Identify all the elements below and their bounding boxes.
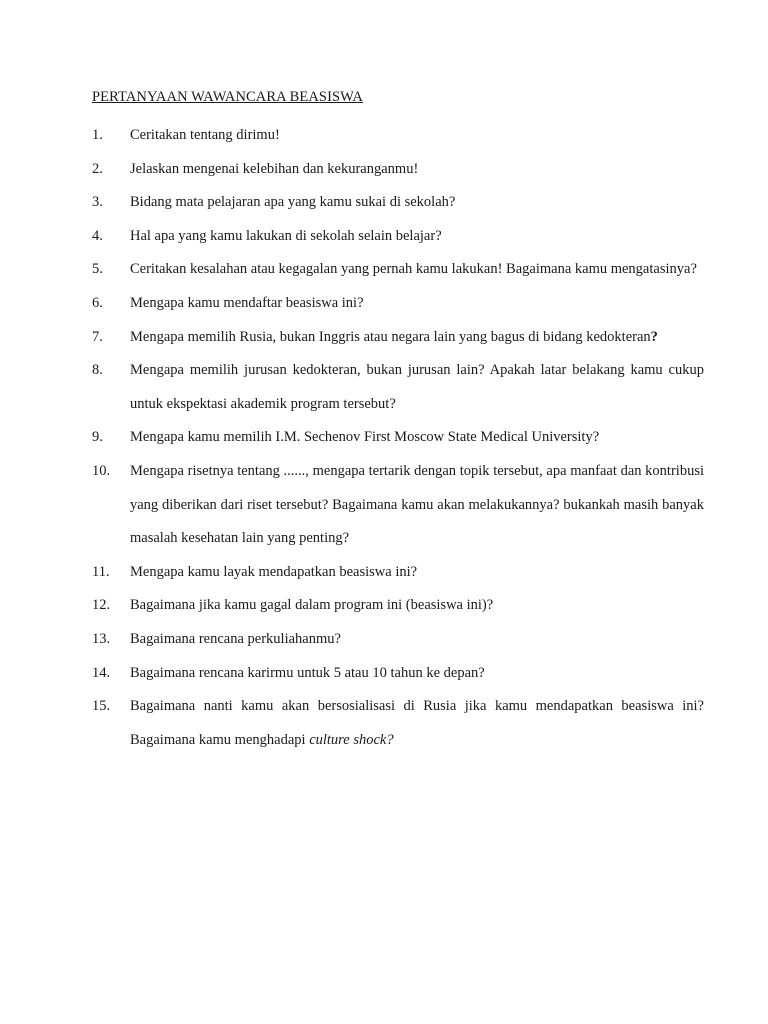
question-number: 8. <box>92 362 103 379</box>
question-number: 14. <box>92 664 111 681</box>
question-item <box>92 690 704 757</box>
question-item <box>92 153 704 187</box>
question-number: 9. <box>92 429 103 446</box>
question-text-italic-term: culture shock? <box>309 731 394 748</box>
question-item <box>92 186 704 220</box>
question-item <box>92 321 704 355</box>
question-text: Bidang mata pelajaran apa yang kamu sukai di sekolah? <box>130 194 456 211</box>
question-item <box>92 421 704 455</box>
question-text: Ceritakan kesalahan atau kegagalan yang pernah kamu lakukan! Bagaimana kamu mengatasinya? <box>130 261 697 278</box>
question-item <box>92 455 704 556</box>
question-item <box>92 354 704 421</box>
question-number: 4. <box>92 227 103 244</box>
question-text: Mengapa kamu mendaftar beasiswa ini? <box>130 294 364 311</box>
question-item <box>92 287 704 321</box>
question-number: 3. <box>92 194 103 211</box>
question-number: 1. <box>92 127 103 143</box>
question-item <box>92 220 704 254</box>
question-text: Mengapa risetnya tentang ......, mengapa tertarik dengan topik tersebut, apa manfaat dan kontribusi yang diberikan dari riset tersebut? Bagaimana kamu akan melakukannya? bukankah masih banyak masalah kesehatan lain yang penting? <box>130 462 704 547</box>
question-text: Hal apa yang kamu lakukan di sekolah selain belajar? <box>130 227 442 244</box>
question-number: 10. <box>92 462 111 479</box>
question-text: Bagaimana rencana karirmu untuk 5 atau 10 tahun ke depan? <box>130 664 485 681</box>
question-item <box>92 253 704 287</box>
question-number: 15. <box>92 698 111 715</box>
question-number: 11. <box>92 563 110 580</box>
question-item <box>92 657 704 691</box>
question-text: Bagaimana jika kamu gagal dalam program ini (beasiswa ini)? <box>130 597 494 614</box>
question-number: 2. <box>92 160 103 177</box>
question-text: Mengapa memilih jurusan kedokteran, bukan jurusan lain? Apakah latar belakang kamu cukup untuk ekspektasi akademik program tersebut? <box>130 362 704 412</box>
question-number: 5. <box>92 261 103 278</box>
question-text: Bagaimana rencana perkuliahanmu? <box>130 630 341 647</box>
question-item <box>92 589 704 623</box>
question-text-bold-mark: ? <box>650 328 658 345</box>
question-text: Mengapa kamu memilih I.M. Sechenov First Moscow State Medical University? <box>130 429 600 446</box>
question-item <box>92 556 704 590</box>
question-text: Jelaskan mengenai kelebihan dan kekuranganmu! <box>130 160 419 177</box>
document-title: PERTANYAAN WAWANCARA BEASISWA <box>92 89 363 105</box>
question-item <box>92 119 704 153</box>
question-text: Mengapa kamu layak mendapatkan beasiswa ini? <box>130 563 418 580</box>
question-number: 12. <box>92 597 111 614</box>
question-number: 13. <box>92 630 111 647</box>
question-text-main: Mengapa memilih Rusia, bukan Inggris atau negara lain yang bagus di bidang kedokteran <box>130 328 651 345</box>
question-text <box>130 690 704 757</box>
question-number: 7. <box>92 328 103 345</box>
question-number: 6. <box>92 294 103 311</box>
question-text: Ceritakan tentang dirimu! <box>130 127 280 143</box>
question-text <box>130 321 704 355</box>
question-item <box>92 623 704 657</box>
question-list <box>92 119 704 757</box>
question-text-main: Bagaimana nanti kamu akan bersosialisasi di Rusia jika kamu mendapatkan beasiswa ini? Bagaimana kamu menghadapi <box>130 698 704 748</box>
